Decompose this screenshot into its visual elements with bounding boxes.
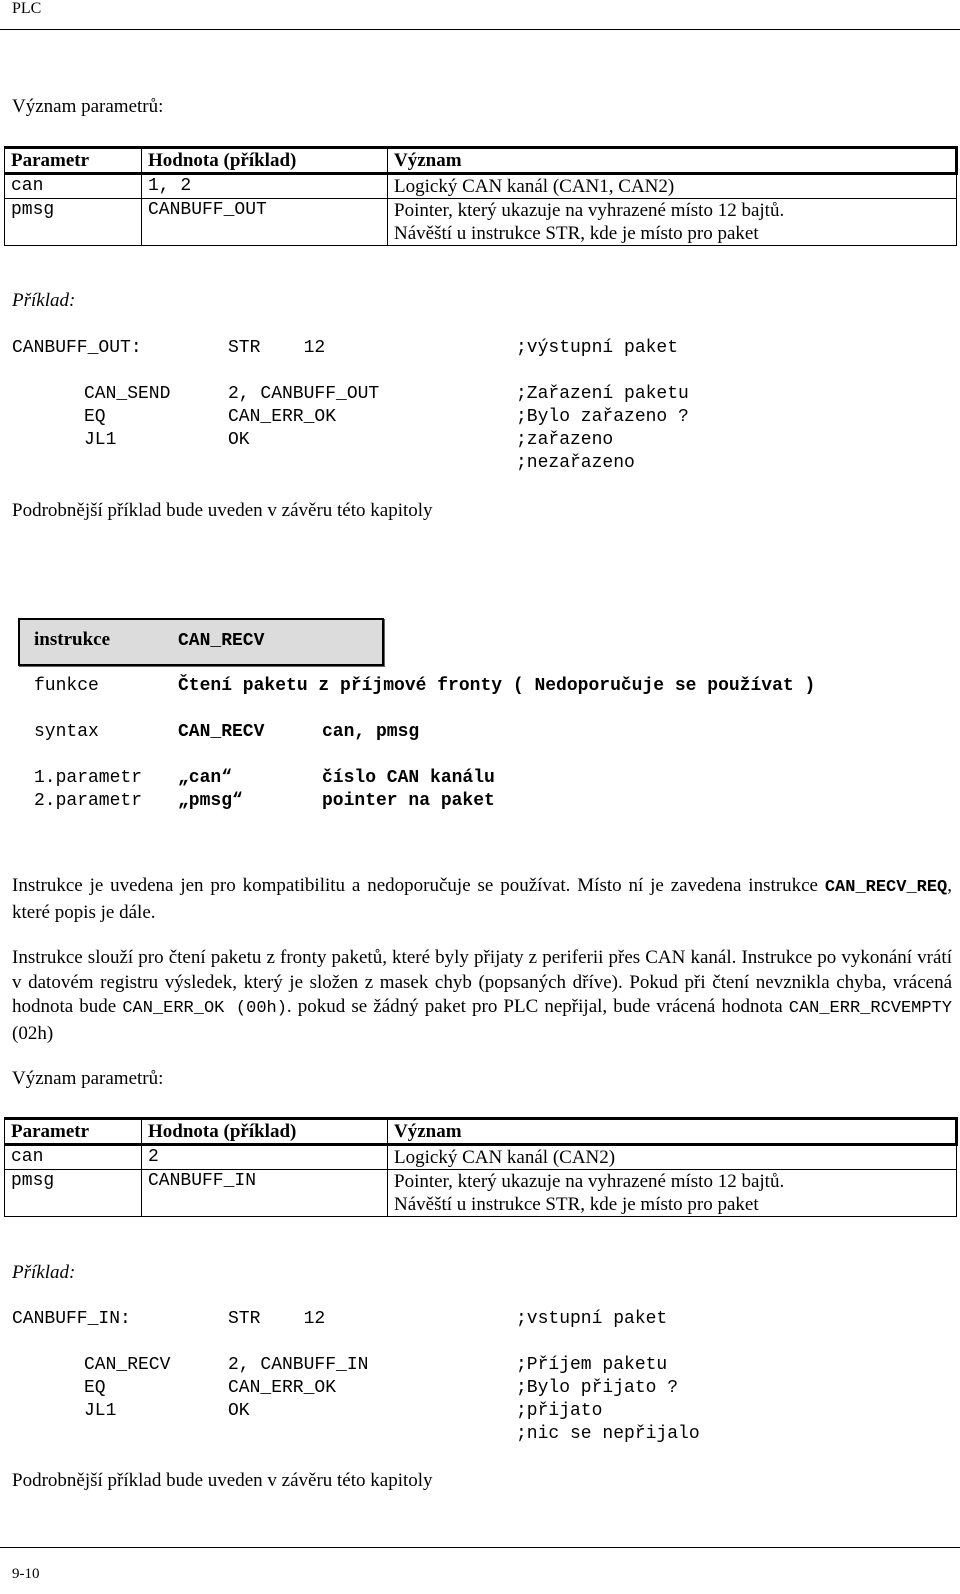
example-heading: Příklad: bbox=[12, 290, 76, 311]
code-comment: ;vstupní paket bbox=[516, 1309, 668, 1329]
param-meaning bbox=[388, 1170, 957, 1217]
table-header-row bbox=[5, 148, 957, 174]
param-name: can bbox=[5, 174, 142, 199]
param-value: CANBUFF_IN bbox=[142, 1170, 388, 1217]
text-span: Instrukce slouží pro čtení paketu z fronty paketů, které byly přijaty z periferii přes CAN kanál. Instrukce po vykonání vrátí v datovém registru výsledek, který je složen z masek chyb (popsaných dříve). Pokud při čtení nevznikla chyba, vrácená hodnota bude bbox=[12, 947, 952, 1017]
syntax-args: can, pmsg bbox=[322, 722, 420, 742]
code-inline: CAN_ERR_OK (00h) bbox=[122, 999, 287, 1018]
code-comment: ;Příjem paketu bbox=[516, 1355, 668, 1375]
code-instruction: CAN_SEND bbox=[84, 384, 171, 404]
col-header-parametr: Parametr bbox=[5, 1119, 142, 1145]
param-name: pmsg bbox=[5, 1170, 142, 1217]
col-header-hodnota: Hodnota (příklad) bbox=[142, 148, 388, 174]
param-value: CANBUFF_OUT bbox=[142, 199, 388, 246]
code-operand: OK bbox=[228, 1401, 250, 1421]
page-header-title: PLC bbox=[12, 0, 42, 17]
param-name: can bbox=[5, 1145, 142, 1170]
code-operand: CAN_ERR_OK bbox=[228, 407, 337, 427]
example-heading: Příklad: bbox=[12, 1262, 76, 1283]
code-operand: OK bbox=[228, 430, 250, 450]
code-instruction: CAN_RECV bbox=[84, 1355, 171, 1375]
text-span: (02h) bbox=[12, 1022, 54, 1044]
page-number: 9-10 bbox=[12, 1566, 40, 1582]
params-heading: Význam parametrů: bbox=[12, 1068, 164, 1089]
col-header-parametr: Parametr bbox=[5, 148, 142, 174]
table-header-row bbox=[5, 1119, 957, 1145]
code-operand: 2, CANBUFF_IN bbox=[228, 1355, 369, 1375]
footer-rule bbox=[0, 1547, 960, 1548]
param-value: 1, 2 bbox=[142, 174, 388, 199]
description-paragraph-2 bbox=[12, 946, 952, 1046]
param2-name: „pmsg“ bbox=[178, 791, 243, 811]
param1-desc: číslo CAN kanálu bbox=[322, 768, 495, 788]
table-row bbox=[5, 1145, 957, 1170]
syntax-label: syntax bbox=[34, 722, 99, 742]
code-comment: ;přijato bbox=[516, 1401, 603, 1421]
table-row bbox=[5, 1170, 957, 1217]
code-comment: ;Zařazení paketu bbox=[516, 384, 689, 404]
text-span: Instrukce je uvedena jen pro kompatibilitu a nedoporučuje se používat. Místo ní je zavedena instrukce bbox=[12, 875, 818, 896]
code-instruction: EQ bbox=[84, 407, 106, 427]
example-note: Podrobnější příklad bude uveden v závěru této kapitoly bbox=[12, 500, 433, 521]
table-row bbox=[5, 174, 957, 199]
param2-desc: pointer na paket bbox=[322, 791, 495, 811]
code-label: CANBUFF_IN: bbox=[12, 1309, 131, 1329]
code-inline: CAN_ERR_RCVEMPTY bbox=[788, 999, 952, 1018]
funkce-label: funkce bbox=[34, 676, 99, 696]
col-header-hodnota: Hodnota (příklad) bbox=[142, 1119, 388, 1145]
param-meaning: Logický CAN kanál (CAN2) bbox=[388, 1145, 957, 1170]
example-note: Podrobnější příklad bude uveden v závěru této kapitoly bbox=[12, 1470, 433, 1491]
text-span: . pokud se žádný paket pro PLC nepřijal, bude vrácená hodnota bbox=[286, 996, 789, 1017]
param-meaning-line: Návěští u instrukce STR, kde je místo pro paket bbox=[394, 223, 759, 244]
description-paragraph-1 bbox=[12, 874, 952, 925]
param-meaning-line: Pointer, který ukazuje na vyhrazené místo 12 bajtů. bbox=[394, 200, 785, 221]
instruction-box bbox=[18, 618, 384, 666]
param2-label: 2.parametr bbox=[34, 791, 143, 811]
code-inline: CAN_RECV_REQ bbox=[824, 878, 948, 897]
code-comment: ;Bylo zařazeno ? bbox=[516, 407, 689, 427]
code-instruction: EQ bbox=[84, 1378, 106, 1398]
col-header-vyznam: Význam bbox=[388, 148, 957, 174]
param1-name: „can“ bbox=[178, 768, 233, 788]
code-comment: ;výstupní paket bbox=[516, 338, 679, 358]
params-table bbox=[4, 1117, 958, 1217]
code-instruction: JL1 bbox=[84, 430, 117, 450]
code-operand: STR 12 bbox=[228, 338, 326, 358]
syntax-name: CAN_RECV bbox=[178, 722, 265, 742]
funkce-text: Čtení paketu z příjmové fronty ( Nedoporučuje se používat ) bbox=[178, 676, 816, 696]
code-comment: ;zařazeno bbox=[516, 430, 614, 450]
text-span: , které popis je dále. bbox=[12, 875, 953, 923]
param-name: pmsg bbox=[5, 199, 142, 246]
code-operand: STR 12 bbox=[228, 1309, 326, 1329]
code-label: CANBUFF_OUT: bbox=[12, 338, 142, 358]
code-operand: 2, CANBUFF_OUT bbox=[228, 384, 380, 404]
param-meaning-line: Pointer, který ukazuje na vyhrazené místo 12 bajtů. bbox=[394, 1171, 785, 1192]
instruction-name: CAN_RECV bbox=[178, 631, 265, 651]
params-heading: Význam parametrů: bbox=[12, 96, 164, 117]
param-meaning-line: Návěští u instrukce STR, kde je místo pro paket bbox=[394, 1194, 759, 1215]
params-table bbox=[4, 146, 958, 246]
code-comment: ;nezařazeno bbox=[516, 453, 635, 473]
col-header-vyznam: Význam bbox=[388, 1119, 957, 1145]
param-meaning: Logický CAN kanál (CAN1, CAN2) bbox=[388, 174, 957, 199]
code-instruction: JL1 bbox=[84, 1401, 117, 1421]
param-value: 2 bbox=[142, 1145, 388, 1170]
param-meaning bbox=[388, 199, 957, 246]
header-rule bbox=[0, 29, 960, 30]
code-operand: CAN_ERR_OK bbox=[228, 1378, 337, 1398]
code-comment: ;Bylo přijato ? bbox=[516, 1378, 679, 1398]
code-comment: ;nic se nepřijalo bbox=[516, 1424, 700, 1444]
param1-label: 1.parametr bbox=[34, 768, 143, 788]
table-row bbox=[5, 199, 957, 246]
instruction-label: instrukce bbox=[34, 629, 110, 650]
